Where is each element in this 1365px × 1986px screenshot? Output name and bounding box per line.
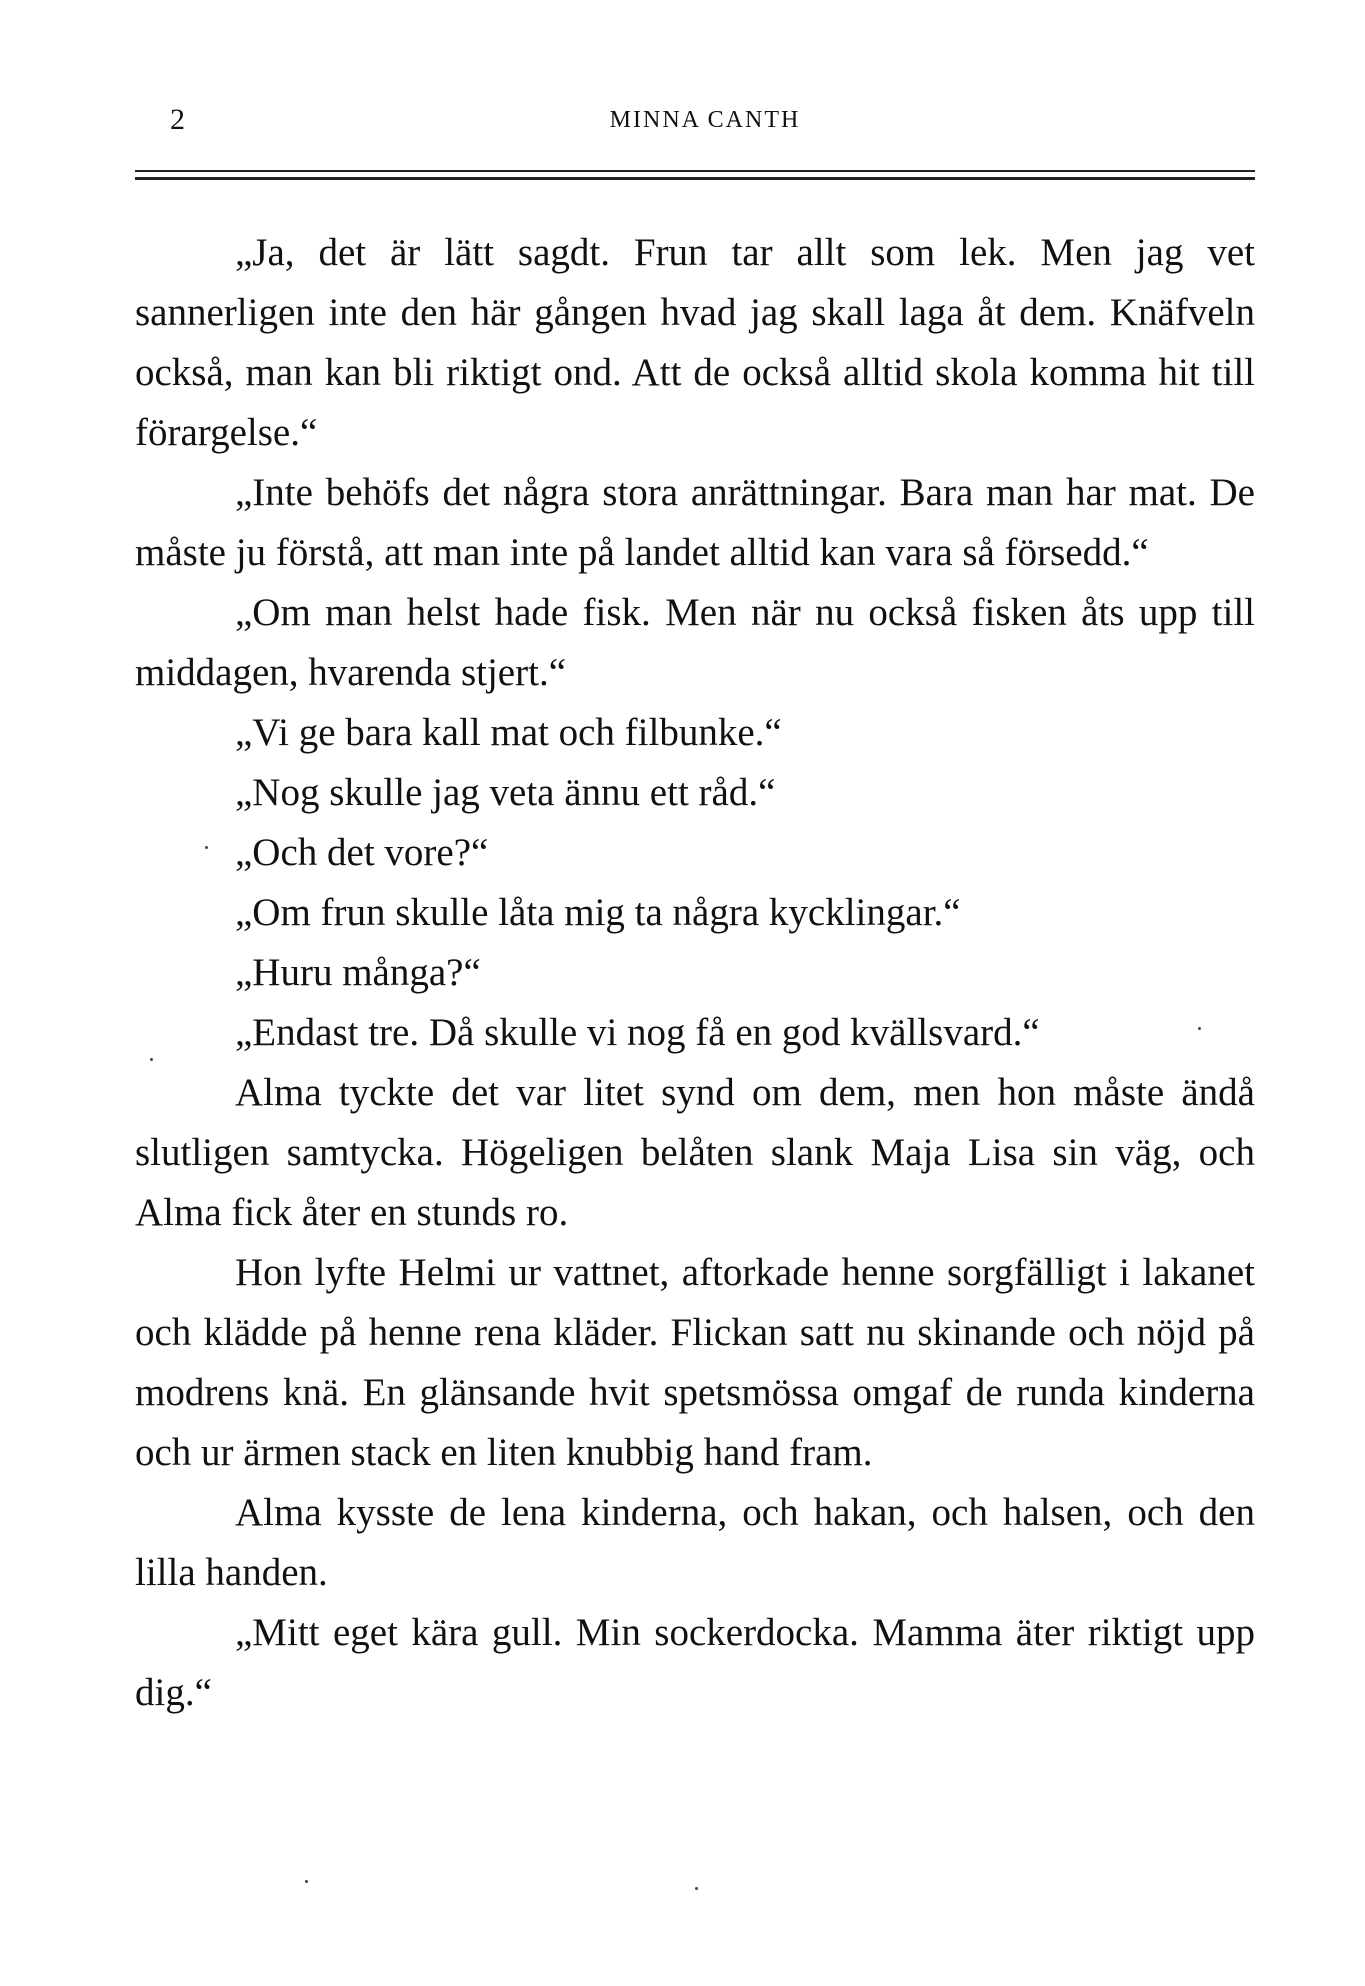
print-speck [150,1058,153,1061]
page-number: 2 [170,103,185,136]
page-header [170,100,1240,140]
paragraph: „Om man helst hade fisk. Men när nu också fisken åts upp till middagen, hvarenda stjert.“ [135,591,1255,694]
paragraph: „Huru många?“ [235,951,481,994]
body-text [135,223,1255,1723]
print-speck [1198,1027,1201,1030]
paragraph: „Vi ge bara kall mat och filbunke.“ [235,711,782,754]
paragraph: „Mitt eget kära gull. Min sockerdocka. Mamma äter riktigt upp dig.“ [135,1611,1255,1714]
paragraph: „Ja, det är lätt sagdt. Frun tar allt som lek. Men jag vet sannerligen inte den här gången hvad jag skall laga åt dem. Knäfveln också, man kan bli riktigt ond. Att de också alltid skola komma hit till förargelse.“ [135,231,1255,454]
paragraph: „Endast tre. Då skulle vi nog få en god kvällsvard.“ [235,1011,1040,1054]
header-rule-bottom [135,177,1255,180]
paragraph: Alma tyckte det var litet synd om dem, men hon måste ändå slutligen samtycka. Högeligen belåten slank Maja Lisa sin väg, och Alma fick åter en stunds ro. [135,1071,1255,1234]
paragraph: Hon lyfte Helmi ur vattnet, aftorkade henne sorgfälligt i lakanet och klädde på henne rena kläder. Flickan satt nu skinande och nöjd på modrens knä. En glänsande hvit spetsmössa omgaf de runda kinderna och ur ärmen stack en liten knubbig hand fram. [135,1251,1255,1474]
paragraph: „Om frun skulle låta mig ta några kycklingar.“ [235,891,961,934]
header-rule-top [135,170,1255,172]
print-speck [695,1887,698,1890]
running-head: MINNA CANTH [609,107,801,133]
paragraph: Alma kysste de lena kinderna, och hakan, och halsen, och den lilla handen. [135,1491,1255,1594]
paragraph: „Inte behöfs det några stora anrättningar. Bara man har mat. De måste ju förstå, att man inte på landet alltid kan vara så försedd.“ [135,471,1255,574]
paragraph: „Och det vore?“ [235,831,489,874]
print-speck [305,1880,308,1883]
print-speck [205,846,208,849]
paragraph: „Nog skulle jag veta ännu ett råd.“ [235,771,776,814]
